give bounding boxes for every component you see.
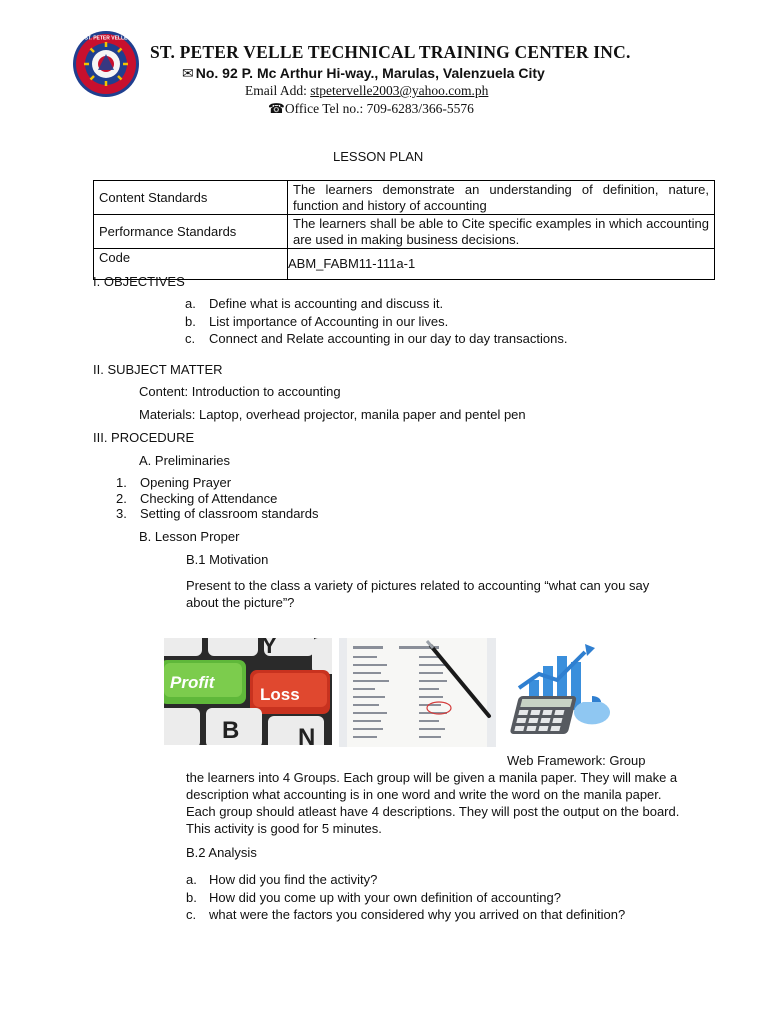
motivation-heading: B.1 Motivation <box>186 552 269 567</box>
address-text: No. 92 P. Mc Arthur Hi-way., Marulas, Valenzuela City <box>195 65 545 81</box>
list-item-text: Opening Prayer <box>140 475 232 490</box>
objectives-heading: I. OBJECTIVES <box>93 274 185 289</box>
analysis-list <box>186 871 625 924</box>
list-item-text: Checking of Attendance <box>140 490 278 506</box>
table-row <box>94 181 715 215</box>
list-item <box>116 506 318 522</box>
list-item-text: How did you find the activity? <box>209 872 378 887</box>
objectives-list <box>185 295 567 348</box>
accounting-ledger-pen-image <box>339 638 496 747</box>
procedure-heading: III. PROCEDURE <box>93 430 195 445</box>
table-row <box>94 215 715 249</box>
list-item-text: Define what is accounting and discuss it. <box>209 296 444 311</box>
subject-content: Content: Introduction to accounting <box>139 384 341 399</box>
motivation-text: Present to the class a variety of pictures related to accounting “what can you say about the picture”? <box>186 578 650 610</box>
keyboard-key-n: N <box>298 724 316 745</box>
keyboard-key-loss: Loss <box>260 685 300 704</box>
list-item <box>185 330 567 348</box>
telephone-icon: ☎ <box>268 101 285 116</box>
list-marker: a. <box>185 296 196 311</box>
table-cell-label: Content Standards <box>94 181 288 215</box>
standards-table <box>93 180 715 280</box>
keyboard-key-profit: Profit <box>170 673 215 692</box>
envelope-icon: ✉ <box>182 65 194 81</box>
telephone-text: Office Tel no.: 709-6283/366-5576 <box>284 101 474 116</box>
preliminaries-list <box>116 475 318 522</box>
list-item <box>186 906 625 924</box>
page-title: LESSON PLAN <box>333 149 424 164</box>
analysis-heading: B.2 Analysis <box>186 845 257 860</box>
email-line <box>245 83 488 99</box>
subject-materials: Materials: Laptop, overhead projector, manila paper and pentel pen <box>139 407 526 422</box>
table-cell-value: The learners shall be able to Cite specific examples in which accounting are used in making business decisions. <box>288 215 715 249</box>
table-cell-value: The learners demonstrate an understanding of definition, nature, function and history of accounting <box>288 181 715 215</box>
list-marker: 3. <box>116 506 127 521</box>
list-marker: c. <box>185 331 196 347</box>
web-framework-text: the learners into 4 Groups. Each group will be given a manila paper. They will make a description what accounting is in one word and write the word on the manila paper. Each group should atleast have 4 descriptions. They will post the output on the board. This activity is good for 5 minutes. <box>186 770 680 836</box>
list-item <box>116 475 318 491</box>
table-cell-value: ABM_FABM11-111a-1 <box>288 249 715 280</box>
keyboard-key-y: Y <box>262 638 277 658</box>
school-logo <box>72 30 140 98</box>
list-item <box>186 871 625 889</box>
calculator-chart-image <box>505 640 617 744</box>
school-name: ST. PETER VELLE TECHNICAL TRAINING CENTER INC. <box>150 42 631 62</box>
profit-loss-keyboard-image <box>164 638 332 745</box>
preliminaries-heading: A. Preliminaries <box>139 453 231 468</box>
list-item-text: Setting of classroom standards <box>140 506 319 521</box>
list-marker: 1. <box>116 475 127 490</box>
list-item-text: List importance of Accounting in our lives. <box>209 313 449 329</box>
school-address <box>182 65 545 82</box>
list-item <box>186 889 625 907</box>
list-marker: a. <box>186 872 197 887</box>
email-link[interactable]: stpetervelle2003@yahoo.com.ph <box>310 83 489 98</box>
list-item <box>185 295 567 313</box>
list-marker: 2. <box>116 490 127 506</box>
subject-matter-heading: II. SUBJECT MATTER <box>93 362 223 377</box>
table-cell-label: Code <box>94 249 288 280</box>
keyboard-key-b: B <box>222 717 240 744</box>
lesson-proper-heading: B. Lesson Proper <box>139 529 240 544</box>
list-marker: b. <box>186 889 197 905</box>
list-marker: c. <box>186 907 197 923</box>
list-item <box>185 313 567 331</box>
telephone-line <box>268 101 474 117</box>
email-label: Email Add: <box>245 83 311 98</box>
list-item-text: How did you come up with your own definition of accounting? <box>209 889 561 905</box>
list-item-text: Connect and Relate accounting in our day to day transactions. <box>209 331 568 347</box>
list-marker: b. <box>185 313 196 329</box>
list-item <box>116 491 318 507</box>
web-framework-lead: Web Framework: Group <box>507 753 646 768</box>
logo-text: ST. PETER VELLE <box>84 35 128 42</box>
list-item-text: what were the factors you considered why you arrived on that definition? <box>209 907 626 923</box>
table-row <box>94 249 715 280</box>
table-cell-label: Performance Standards <box>94 215 288 249</box>
